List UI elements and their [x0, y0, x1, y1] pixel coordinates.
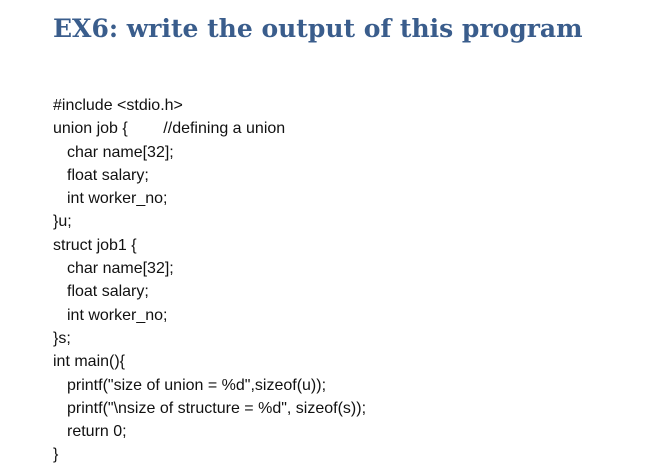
code-line-union-worker: int worker_no; [67, 190, 168, 208]
code-line-main-decl: int main(){ [53, 353, 126, 371]
code-line-struct-salary: float salary; [67, 283, 149, 301]
exercise-title: EX6: write the output of this program [53, 14, 583, 43]
code-line-printf-union: printf("size of union = %d",sizeof(u)); [67, 376, 327, 394]
code-line-printf-struct: printf("\nsize of structure = %d", sizeof(s)); [67, 399, 367, 417]
code-line-main-close: } [53, 446, 59, 464]
code-line-struct-name: char name[32]; [67, 260, 174, 278]
code-line-struct-worker: int worker_no; [67, 306, 168, 324]
code-line-union-decl: union job { //defining a union [53, 120, 286, 138]
code-line-struct-decl: struct job1 { [53, 236, 137, 254]
code-line-union-close: }u; [53, 213, 72, 231]
code-line-union-name: char name[32]; [67, 143, 174, 161]
code-line-return: return 0; [67, 423, 127, 441]
code-line-include: #include <stdio.h> [53, 97, 183, 114]
code-block [53, 94, 366, 467]
code-line-struct-close: }s; [53, 329, 71, 347]
code-line-union-salary: float salary; [67, 166, 149, 184]
